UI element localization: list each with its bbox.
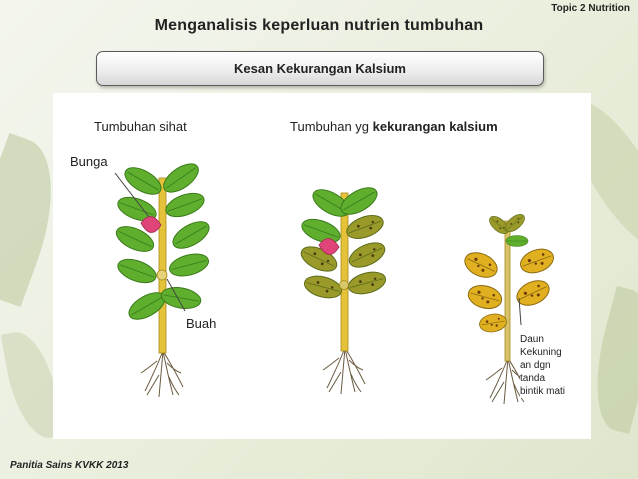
plant-illustration [53,93,591,439]
healthy-plant [113,158,217,397]
subtitle-text: Kesan Kekurangan Kalsium [234,61,406,76]
deficient-plant-label [290,119,498,134]
subtitle-box [96,51,544,86]
fruit-label: Buah [186,316,217,331]
note-line: bintik mati [520,386,566,397]
deficient-label-bold: kekurangan kalsium [372,119,498,134]
footer-credit: Panitia Sains KVKK 2013 [10,460,129,471]
note-line: Daun [520,334,544,345]
topic-label: Topic 2 Nutrition [551,3,630,14]
healthy-plant-label: Tumbuhan sihat [94,119,187,134]
note-line: tanda [520,373,546,384]
note-line: an dgn [520,360,551,371]
flower-label: Bunga [70,154,108,169]
deficient-label-prefix: Tumbuhan yg [290,119,373,134]
deficient-plant [298,182,389,394]
note-line: Kekuning [520,347,562,358]
slide-title: Menganalisis keperluan nutrien tumbuhan [154,17,484,34]
leaf-symptom-note [520,333,578,398]
